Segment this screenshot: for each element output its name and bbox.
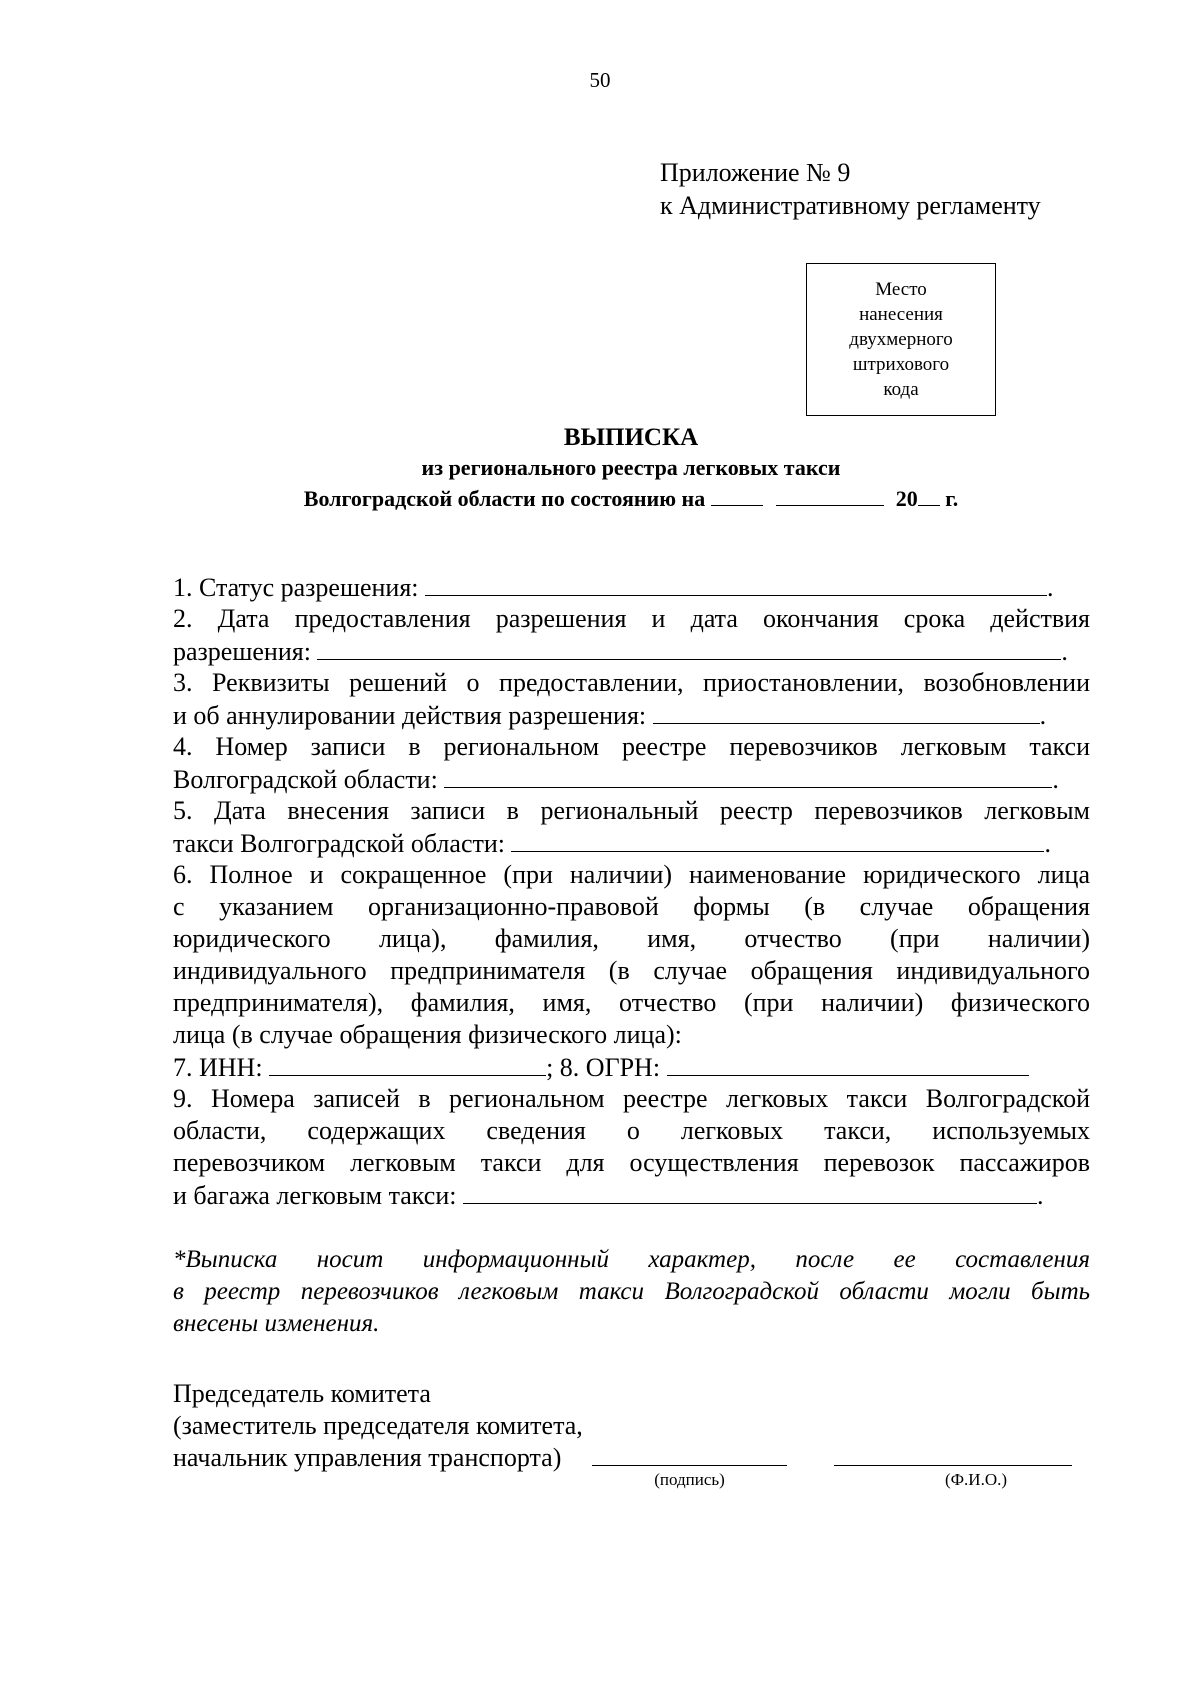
full-name-blank: [834, 1465, 1072, 1466]
document-date-line: [0, 485, 1200, 512]
year-blank: [918, 485, 940, 506]
barcode-box-line: Место: [875, 279, 927, 300]
item-4-line-1: 4. Номер записи в региональном реестре перевозчиков легковым такси: [173, 732, 1090, 761]
note-line-3: внесены изменения.: [173, 1310, 380, 1337]
period: .: [1052, 765, 1059, 794]
note-line-2: в реестр перевозчиков легковым такси Волгоградской области могли быть: [173, 1278, 1090, 1305]
item-1-label: 1. Статус разрешения:: [173, 573, 419, 602]
item-2-label: разрешения:: [173, 637, 311, 666]
signatory-title-line-3: начальник управления транспорта): [173, 1443, 562, 1472]
barcode-box-line: двухмерного: [849, 329, 953, 350]
item-4-blank: [444, 763, 1052, 788]
signature-blank: [592, 1465, 787, 1466]
item-5-blank: [511, 827, 1044, 852]
ogrn-label: ; 8. ОГРН:: [546, 1053, 661, 1082]
item-2-blank: [317, 635, 1061, 660]
document-title: ВЫПИСКА: [563, 424, 699, 451]
item-9-line-1: 9. Номера записей в региональном реестре легковых такси Волгоградской: [173, 1084, 1090, 1113]
period: .: [1047, 573, 1054, 602]
item-6-line-2: с указанием организационно-правовой формы (в случае обращения: [173, 892, 1090, 921]
signatory-title-line-1: Председатель комитета: [173, 1379, 431, 1408]
item-4-line-2: [173, 763, 1090, 795]
item-6-line-5: предпринимателя), фамилия, имя, отчество (при наличии) физического: [173, 988, 1090, 1017]
item-6-line-3: юридического лица), фамилия, имя, отчество (при наличии): [173, 924, 1090, 953]
item-9-line-2: области, содержащих сведения о легковых такси, используемых: [173, 1116, 1090, 1145]
period: .: [1039, 701, 1047, 730]
item-7-8: [173, 1051, 1090, 1083]
barcode-box-line: кода: [883, 379, 919, 400]
item-5-line-1: 5. Дата внесения записи в региональный реестр перевозчиков легковым: [173, 796, 1090, 825]
day-blank: [711, 485, 763, 506]
period: .: [1036, 1181, 1044, 1210]
ogrn-blank: [667, 1051, 1029, 1076]
full-name-caption: (Ф.И.О.): [944, 1470, 1008, 1489]
signatory-title-line-2: (заместитель председателя комитета,: [173, 1411, 583, 1440]
barcode-box-line: штрихового: [852, 354, 950, 375]
item-5-label: такси Волгоградской области:: [173, 829, 505, 858]
date-line-label: Волгоградской области по состоянию на: [303, 486, 706, 511]
item-6-line-4: индивидуального предпринимателя (в случае обращения индивидуального: [173, 956, 1090, 985]
barcode-box-line: нанесения: [859, 304, 943, 325]
item-5-line-2: [173, 827, 1090, 859]
item-2-line-2: [173, 635, 1090, 667]
item-9-blank: [463, 1179, 1037, 1204]
month-blank: [776, 485, 884, 506]
item-9-line-4: [173, 1179, 1090, 1211]
year-suffix: г.: [945, 486, 959, 511]
page-number: 50: [589, 68, 611, 92]
item-6-line-1: 6. Полное и сокращенное (при наличии) наименование юридического лица: [173, 860, 1090, 889]
document-subtitle: из регионального реестра легковых такси: [421, 455, 841, 480]
signature-caption: (подпись): [654, 1470, 725, 1489]
period: .: [1061, 637, 1068, 666]
appendix-number: Приложение № 9: [660, 158, 851, 187]
note-line-1: *Выписка носит информационный характер, после ее составления: [173, 1246, 1090, 1273]
appendix-reference: к Административному регламенту: [660, 191, 1041, 220]
item-6-line-6: лица (в случае обращения физического лица):: [173, 1020, 682, 1049]
item-1: [173, 571, 1090, 603]
item-9-label: и багажа легковым такси:: [173, 1181, 457, 1210]
item-3-label: и об аннулировании действия разрешения:: [173, 701, 647, 730]
inn-blank: [269, 1051, 546, 1076]
item-4-label: Волгоградской области:: [173, 765, 438, 794]
item-1-blank: [425, 571, 1047, 596]
item-2-line-1: 2. Дата предоставления разрешения и дата окончания срока действия: [173, 604, 1090, 633]
item-3-line-1: 3. Реквизиты решений о предоставлении, приостановлении, возобновлении: [173, 668, 1090, 697]
barcode-placeholder-box: [806, 263, 996, 416]
item-3-blank: [653, 699, 1040, 724]
period: .: [1044, 829, 1051, 858]
item-3-line-2: [173, 699, 1090, 731]
item-9-line-3: перевозчиком легковым такси для осуществления перевозок пассажиров: [173, 1148, 1090, 1177]
year-prefix: 20: [895, 486, 918, 511]
inn-label: 7. ИНН:: [173, 1053, 263, 1082]
